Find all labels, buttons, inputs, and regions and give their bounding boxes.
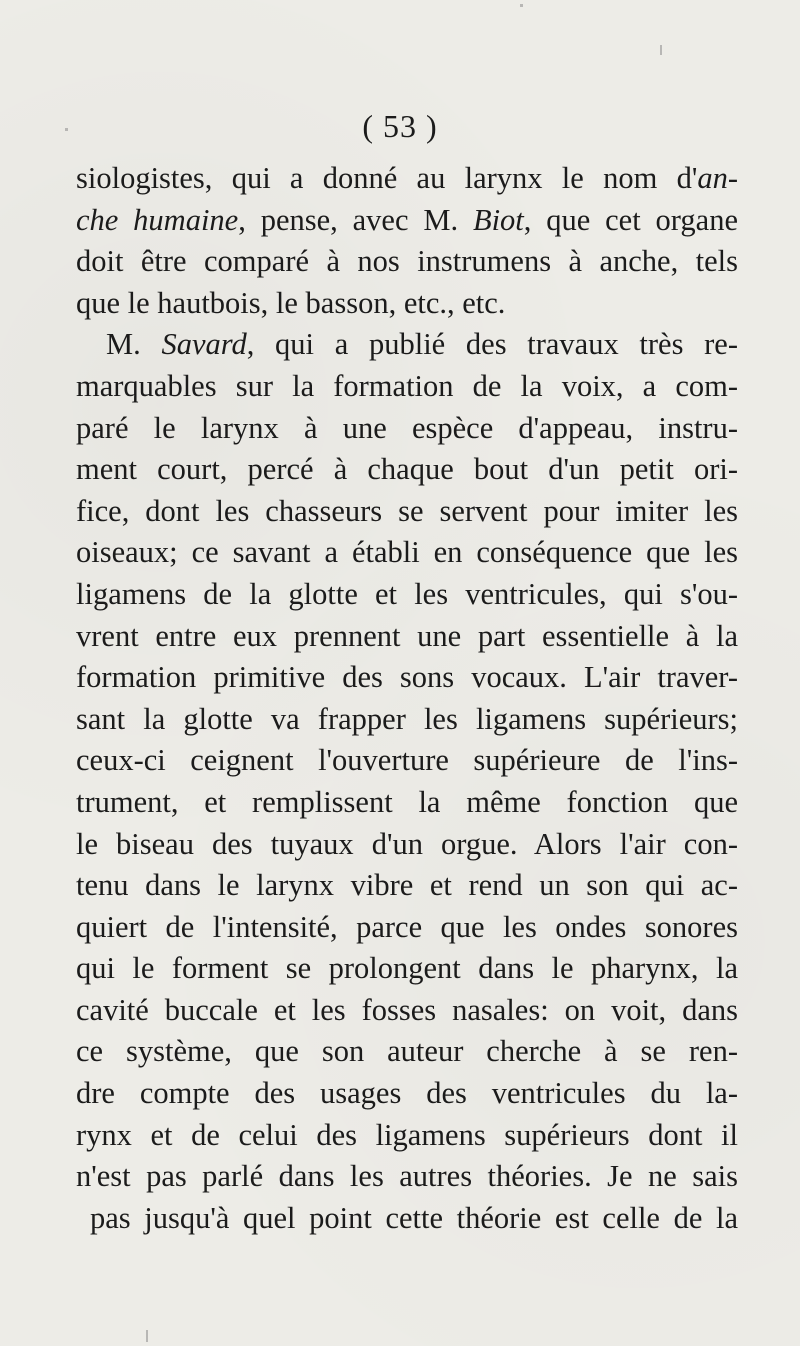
text-segment: cavité buccale et les fosses nasales: on voit, dans bbox=[76, 992, 738, 1027]
italic-text: che humaine bbox=[76, 202, 239, 237]
page-number: ( 53 ) bbox=[362, 108, 438, 144]
paper-speck bbox=[65, 128, 68, 131]
text-line bbox=[76, 408, 738, 450]
text-line bbox=[76, 699, 738, 741]
text-segment: siologistes, qui a donné au larynx le nom d' bbox=[76, 161, 698, 195]
text-segment: n'est pas parlé dans les autres théories. Je ne sais bbox=[76, 1159, 738, 1194]
text-segment: doit être comparé à nos instrumens à anche, tels bbox=[76, 244, 738, 279]
text-line bbox=[76, 324, 738, 366]
italic-text: Savard bbox=[161, 327, 247, 362]
text-line bbox=[76, 283, 738, 325]
text-line bbox=[76, 990, 738, 1032]
text-line bbox=[76, 200, 738, 242]
text-segment: tenu dans le larynx vibre et rend un son qui ac- bbox=[76, 868, 738, 903]
text-segment: quiert de l'intensité, parce que les ondes sonores bbox=[76, 909, 738, 944]
text-line bbox=[76, 532, 738, 574]
text-segment: ligamens de la glotte et les ventricules, qui s'ou- bbox=[76, 576, 738, 611]
text-line bbox=[76, 491, 738, 533]
text-segment: oiseaux; ce savant a établi en conséquence que les bbox=[76, 535, 738, 570]
paper-speck bbox=[520, 4, 523, 7]
text-line bbox=[76, 241, 738, 283]
text-segment: vrent entre eux prennent une part essentielle à la bbox=[76, 618, 738, 653]
text-segment: ce système, que son auteur cherche à se ren- bbox=[76, 1034, 738, 1069]
text-segment: sant la glotte va frapper les ligamens supérieurs; bbox=[76, 701, 738, 736]
text-line bbox=[76, 657, 738, 699]
text-segment: dre compte des usages des ventricules du la- bbox=[76, 1076, 738, 1111]
text-segment: trument, et remplissent la même fonction que bbox=[76, 784, 738, 819]
italic-text: an- bbox=[697, 161, 738, 195]
text-segment: paré le larynx à une espèce d'appeau, instru- bbox=[76, 410, 738, 445]
body-text bbox=[76, 158, 738, 1239]
text-line bbox=[76, 158, 738, 200]
italic-text: Biot bbox=[472, 202, 524, 237]
text-segment: , qui a publié des travaux très re- bbox=[246, 327, 739, 362]
text-line bbox=[76, 449, 738, 491]
text-segment: rynx et de celui des ligamens supérieurs dont il bbox=[76, 1117, 738, 1152]
text-segment: le biseau des tuyaux d'un orgue. Alors l'air con- bbox=[76, 826, 738, 861]
text-line bbox=[76, 740, 738, 782]
text-segment: ment court, percé à chaque bout d'un petit ori- bbox=[76, 452, 738, 487]
text-segment: fice, dont les chasseurs se servent pour imiter les bbox=[76, 493, 738, 528]
text-line bbox=[76, 865, 738, 907]
text-segment: , que cet organe bbox=[523, 202, 738, 237]
text-segment: pas jusqu'à quel point cette théorie est celle de la bbox=[90, 1200, 738, 1235]
text-line bbox=[76, 574, 738, 616]
text-segment: que le hautbois, le basson, etc., etc. bbox=[76, 285, 506, 320]
paper-speck bbox=[660, 45, 662, 55]
text-line bbox=[76, 1073, 738, 1115]
text-line bbox=[76, 824, 738, 866]
text-segment: M. bbox=[106, 327, 162, 362]
text-segment: , pense, avec M. bbox=[238, 202, 473, 237]
text-line bbox=[76, 366, 738, 408]
text-segment: marquables sur la formation de la voix, a com- bbox=[76, 368, 738, 403]
text-line bbox=[76, 1198, 738, 1240]
text-segment: ceux-ci ceignent l'ouverture supérieure de l'ins- bbox=[76, 743, 738, 778]
text-segment: qui le forment se prolongent dans le pharynx, la bbox=[76, 951, 738, 986]
text-line bbox=[76, 782, 738, 824]
text-line bbox=[76, 1031, 738, 1073]
text-line bbox=[76, 907, 738, 949]
paper-speck bbox=[146, 1330, 148, 1342]
text-line bbox=[76, 948, 738, 990]
text-line bbox=[76, 616, 738, 658]
text-segment: formation primitive des sons vocaux. L'air traver- bbox=[76, 660, 738, 695]
text-line bbox=[76, 1156, 738, 1198]
text-line bbox=[76, 1115, 738, 1157]
